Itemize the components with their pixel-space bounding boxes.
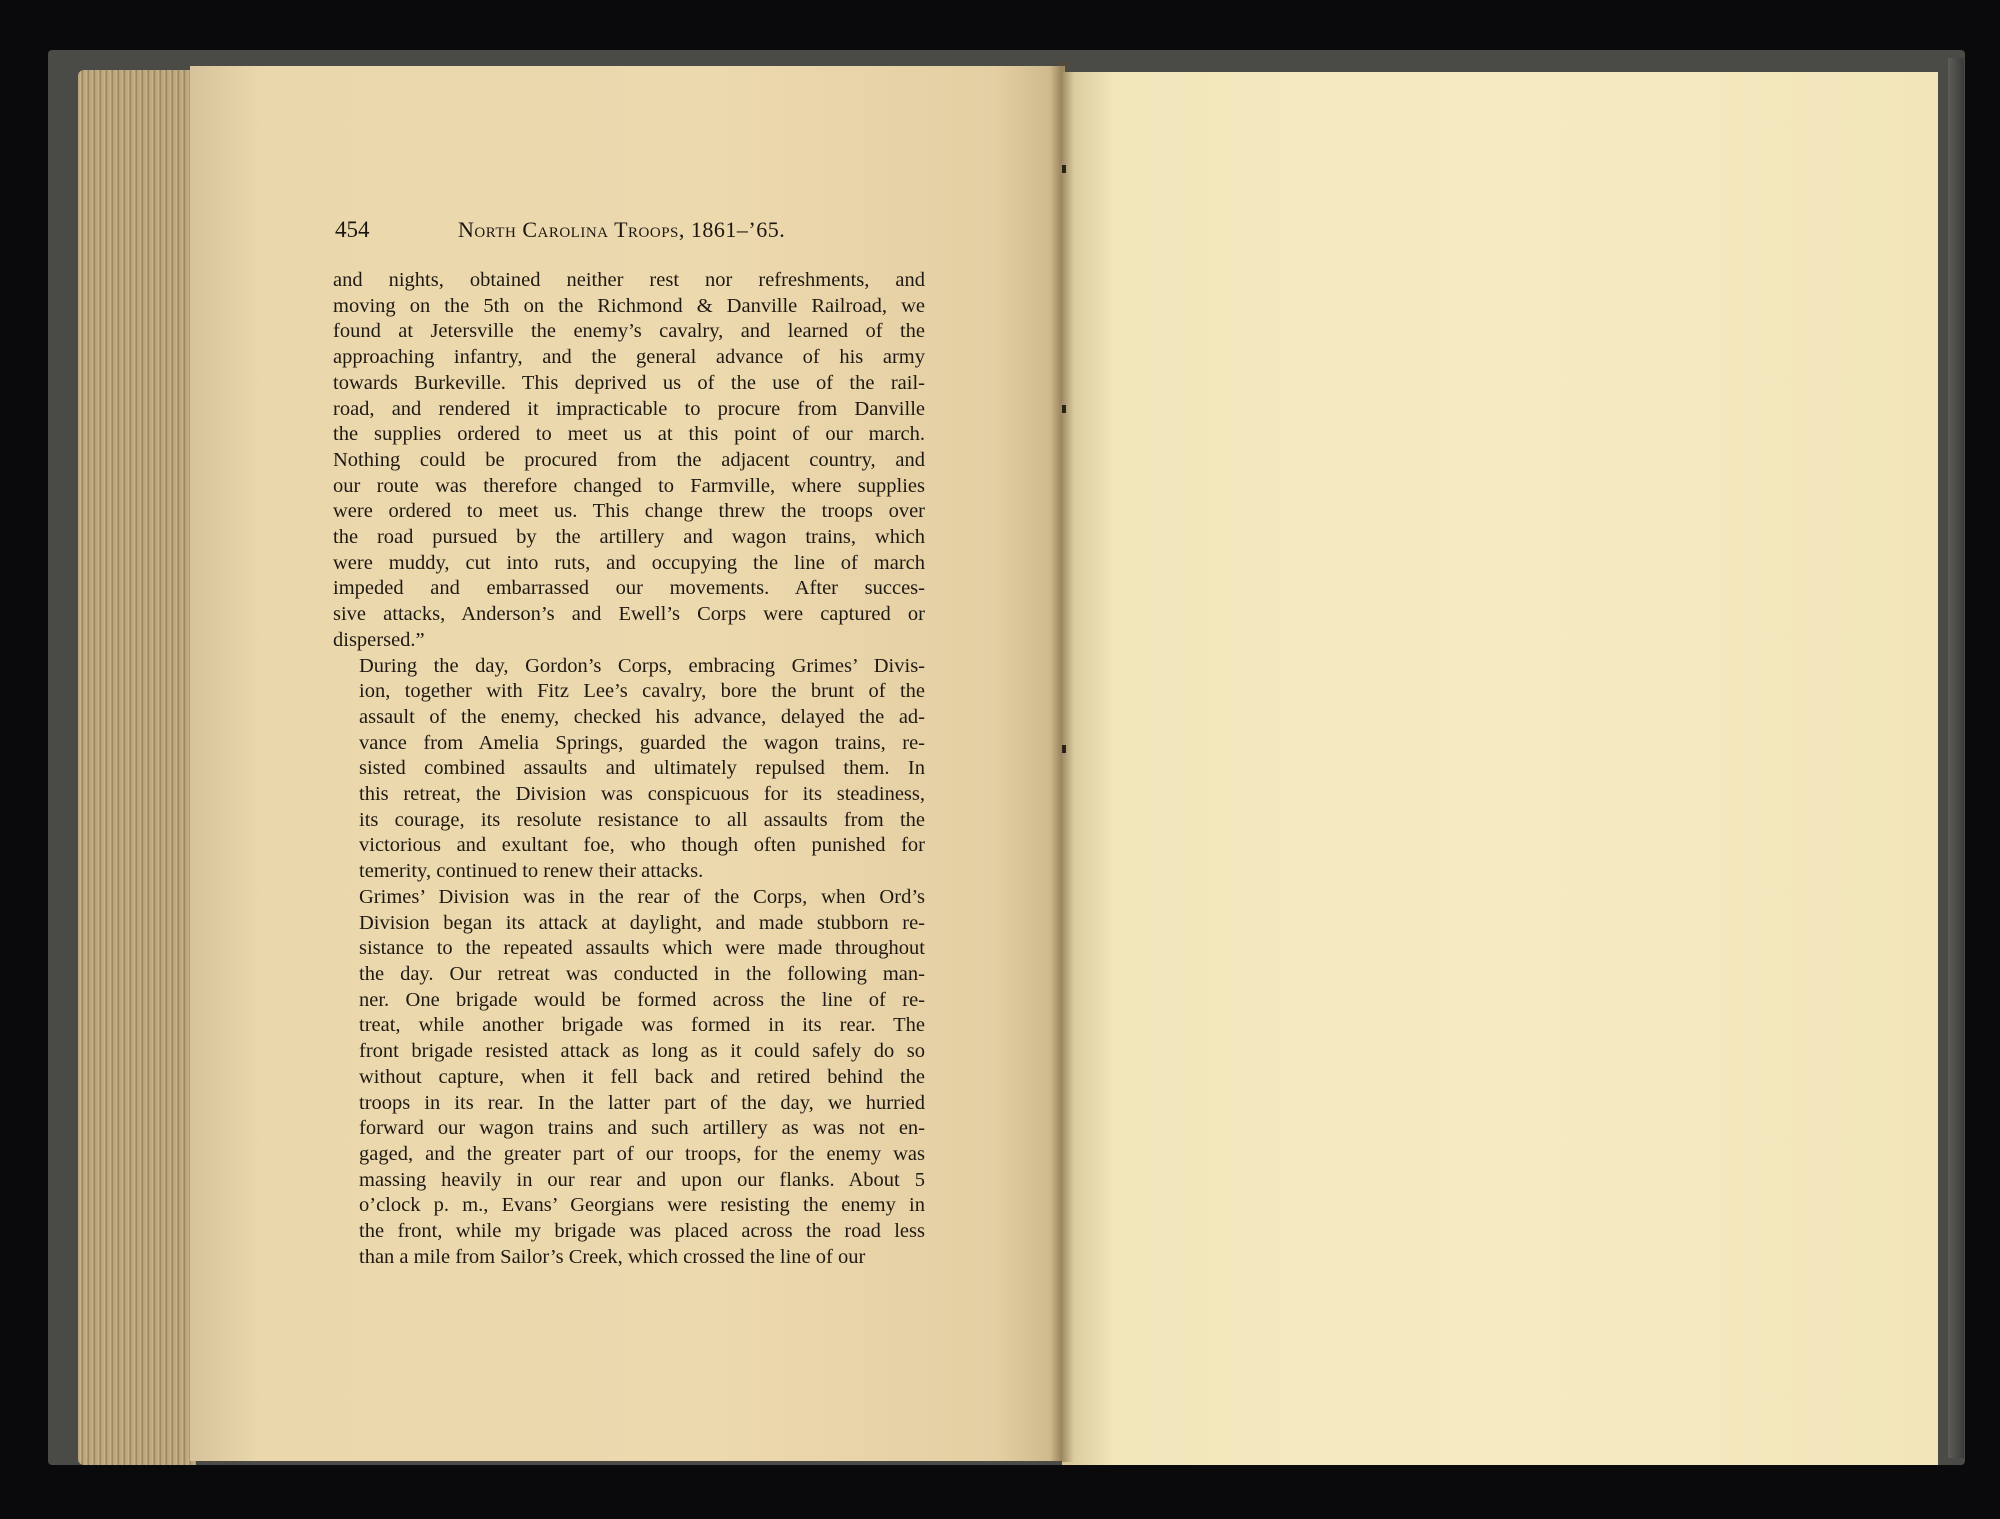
text-line: dispersed.” — [333, 628, 425, 651]
text-line: forward our wagon trains and such artillery as was not en- — [359, 1117, 925, 1140]
text-line: than a mile from Sailor’s Creek, which crossed the line of our — [359, 1245, 866, 1268]
text-line: without capture, when it fell back and retired behind the — [359, 1065, 925, 1088]
text-line: sisted combined assaults and ultimately repulsed them. In — [359, 757, 925, 780]
scanner-mark — [1140, 0, 1500, 26]
sewing-thread — [1062, 405, 1066, 413]
text-line: victorious and exultant foe, who though often punished for — [359, 834, 925, 857]
text-line: troops in its rear. In the latter part of the day, we hurried — [359, 1091, 925, 1114]
paragraph — [333, 654, 925, 885]
text-line: the day. Our retreat was conducted in the following man- — [359, 962, 925, 985]
text-line: and nights, obtained neither rest nor refreshments, and — [333, 269, 925, 291]
page-body-text — [333, 268, 925, 1270]
text-line: Grimes’ Division was in the rear of the Corps, when Ord’s — [359, 885, 925, 908]
text-line: assault of the enemy, checked his advance, delayed the ad- — [359, 705, 925, 728]
text-line: Nothing could be procured from the adjacent country, and — [333, 448, 925, 471]
text-line: o’clock p. m., Evans’ Georgians were resisting the enemy in — [359, 1194, 925, 1217]
text-line: ion, together with Fitz Lee’s cavalry, bore the brunt of the — [359, 680, 925, 703]
text-line: sive attacks, Anderson’s and Ewell’s Corps were captured or — [333, 603, 925, 626]
cover-edge — [1948, 58, 1964, 1458]
text-line: road, and rendered it impracticable to procure from Danville — [333, 397, 925, 420]
paragraph — [333, 268, 925, 654]
text-line: found at Jetersville the enemy’s cavalry, and learned of the — [333, 320, 925, 343]
text-line: its courage, its resolute resistance to all assaults from the — [359, 808, 925, 831]
running-title: North Carolina Troops, 1861–’65. — [458, 217, 786, 242]
sewing-thread — [1062, 165, 1066, 173]
text-line: were ordered to meet us. This change threw the troops over — [333, 500, 925, 523]
text-line: front brigade resisted attack as long as it could safely do so — [359, 1040, 925, 1063]
paragraph — [333, 885, 925, 1271]
text-line: this retreat, the Division was conspicuous for its steadiness, — [359, 783, 925, 806]
book-gutter — [1050, 62, 1074, 1462]
sewing-thread — [1062, 745, 1066, 753]
text-line: impeded and embarrassed our movements. After succes- — [333, 577, 925, 600]
text-line: Division began its attack at daylight, and made stubborn re- — [359, 911, 925, 934]
running-head — [335, 215, 930, 249]
text-line: were muddy, cut into ruts, and occupying the line of march — [333, 551, 925, 574]
text-line: massing heavily in our rear and upon our flanks. About 5 — [359, 1168, 925, 1191]
text-line: During the day, Gordon’s Corps, embracing Grimes’ Divis- — [359, 654, 925, 677]
text-line: ner. One brigade would be formed across the line of re- — [359, 988, 925, 1011]
text-line: our route was therefore changed to Farmville, where supplies — [333, 474, 925, 497]
text-line: vance from Amelia Springs, guarded the wagon trains, re- — [359, 731, 925, 754]
text-line: the road pursued by the artillery and wagon trains, which — [333, 526, 925, 549]
text-line: approaching infantry, and the general advance of his army — [333, 346, 925, 369]
page-number: 454 — [335, 217, 370, 242]
text-line: the front, while my brigade was placed across the road less — [359, 1220, 925, 1243]
text-line: the supplies ordered to meet us at this point of our march. — [333, 423, 925, 446]
text-line: towards Burkeville. This deprived us of the use of the rail- — [333, 371, 925, 394]
text-line: sistance to the repeated assaults which were made throughout — [359, 937, 925, 960]
text-line: moving on the 5th on the Richmond & Danville Railroad, we — [333, 294, 925, 317]
right-page-blank — [1062, 72, 1938, 1465]
text-line: treat, while another brigade was formed in its rear. The — [359, 1014, 925, 1037]
page-edges — [78, 70, 196, 1465]
text-line: temerity, continued to renew their attacks. — [359, 860, 704, 883]
text-line: gaged, and the greater part of our troops, for the enemy was — [359, 1142, 925, 1165]
